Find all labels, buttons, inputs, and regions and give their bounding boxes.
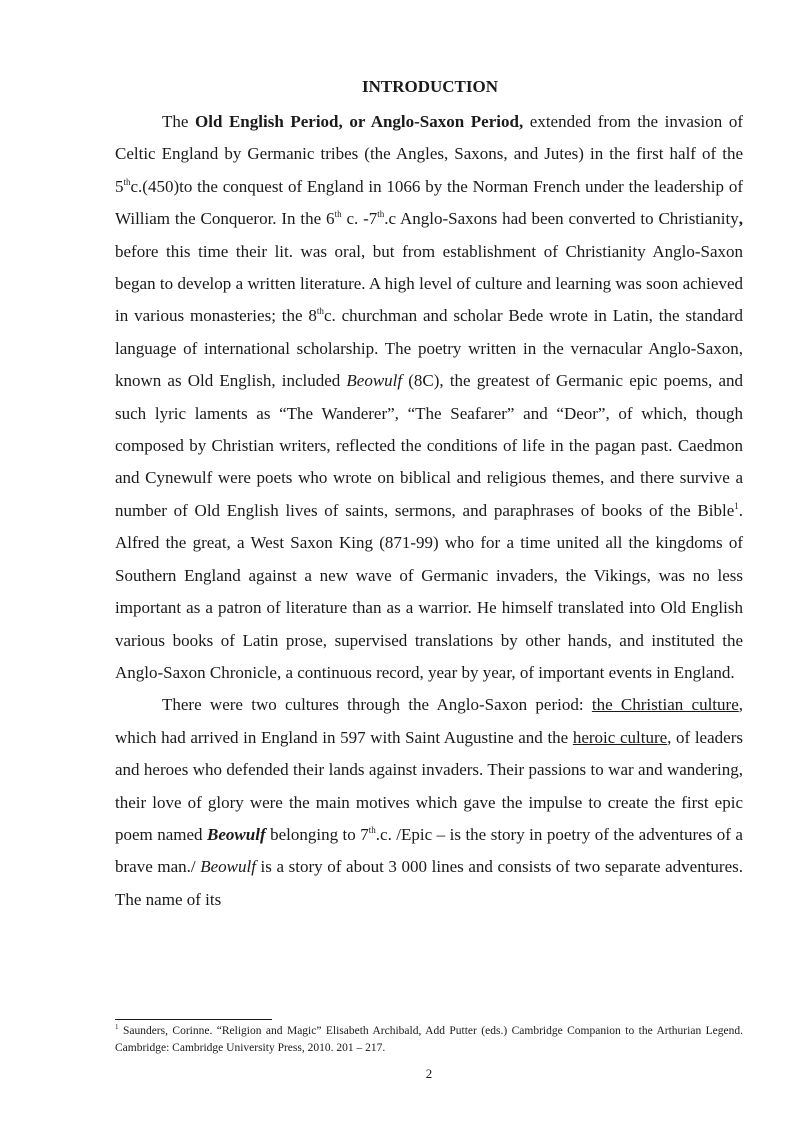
italic-title: Beowulf xyxy=(200,857,256,877)
footnote-number: 1 xyxy=(115,1023,119,1031)
bold-term: Old English Period, or Anglo-Saxon Period, xyxy=(195,112,524,131)
text-run: extended from the invasion of Celtic England by Germanic tribes (the Angles, Saxons, and Jutes) in the first half of the 5 xyxy=(115,112,743,196)
underlined-term: heroic culture xyxy=(572,727,668,747)
superscript: th xyxy=(316,306,324,317)
text-run: There were two cultures through the Anglo-Saxon period: xyxy=(162,695,592,715)
text-run: before this time their lit. was oral, but from establishment of Christianity Anglo-Saxon began to develop a written literature. A high level of culture and learning was soon achieved in various monasteries; the 8 xyxy=(115,241,743,326)
underlined-term: the Christian culture xyxy=(591,695,739,715)
paragraph-1 xyxy=(115,106,743,689)
body-text xyxy=(115,106,743,916)
footnote-text: Saunders, Corinne. “Religion and Magic” Elisabeth Archibald, Add Putter (eds.) Cambridge Companion to the Arthurian Legend. Cambridge: Cambridge University Press, 2010. 201 – 217. xyxy=(115,1025,743,1054)
text-run: .c Anglo-Saxons had been converted to Christianity xyxy=(384,209,739,229)
footnote xyxy=(115,1023,743,1057)
bold-italic-title: Beowulf xyxy=(207,824,266,844)
superscript: th xyxy=(368,824,376,835)
italic-title: Beowulf xyxy=(346,371,403,391)
superscript: th xyxy=(123,176,131,187)
paragraph-2 xyxy=(115,689,743,916)
text-run: c. -7 xyxy=(341,209,378,229)
text-run: .c. /Epic – is the story in poetry of the adventures of a brave man./ xyxy=(115,824,743,877)
text-run: is a story of about 3 000 lines and consists of two separate adventures. The name of its xyxy=(115,857,743,909)
section-heading: INTRODUCTION xyxy=(361,77,499,96)
text-run: c.(450)to the conquest of England in 1066 by the Norman French under the leadership of William the Conqueror. In the 6 xyxy=(115,176,743,229)
text-run: (8C), the greatest of Germanic epic poems, and such lyric laments as “The Wanderer”, “The Seafarer” and “Deor”, of which, though composed by Christian writers, reflected the conditions of life in the pagan past. Caedmon and Cynewulf were poets who wrote on biblical and religious themes, and there survive a number of Old English lives of saints, sermons, and paraphrases of books of the Bible xyxy=(115,371,744,520)
text-run: c. churchman and scholar Bede wrote in Latin, the standard language of international scholarship. The poetry written in the vernacular Anglo-Saxon, known as Old English, included xyxy=(115,306,744,391)
superscript: th xyxy=(377,209,385,220)
page-number: 2 xyxy=(425,1066,433,1081)
text-run: belonging to 7 xyxy=(265,824,369,844)
text-run: , of leaders and heroes who defended their lands against invaders. Their passions to war and wandering, their love of glory were the main motives which gave the impulse to create the first epic poem named xyxy=(115,727,743,844)
bold-comma: , xyxy=(738,209,743,229)
text-run: The xyxy=(162,112,195,131)
footnote-reference[interactable]: 1 xyxy=(734,500,739,511)
superscript: th xyxy=(334,209,342,220)
footnote-separator xyxy=(115,1019,272,1020)
text-run: . Alfred the great, a West Saxon King (871-99) who for a time united all the kingdoms of Southern England against a new wave of Germanic invaders, the Vikings, was no less important as a patron of literature than as a warrior. He himself translated into Old English various books of Latin prose, supervised translations by other hands, and instituted the Anglo-Saxon Chronicle, a continuous record, year by year, of important events in England. xyxy=(115,500,743,682)
text-run: , which had arrived in England in 597 with Saint Augustine and the xyxy=(115,695,743,747)
